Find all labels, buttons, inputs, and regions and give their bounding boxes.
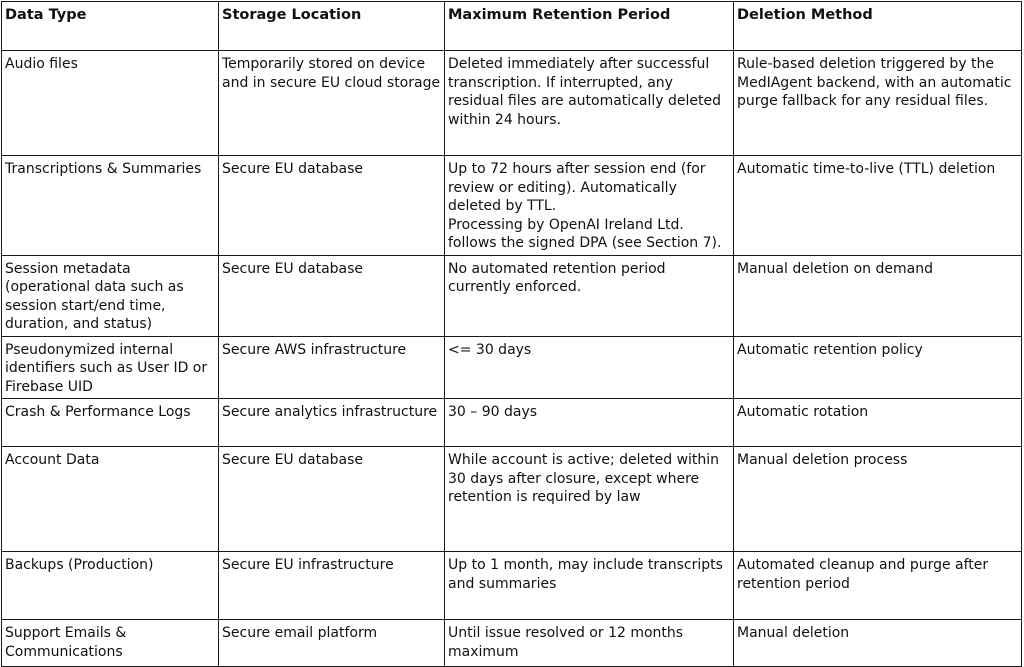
cell-storage-location: Secure EU database: [219, 447, 445, 552]
cell-data-type: Session metadata (operational data such as session start/end time, duration, and status): [2, 255, 219, 336]
table-row: [2, 620, 1022, 667]
cell-deletion-method: Automatic retention policy: [734, 336, 1022, 399]
table-row: [2, 336, 1022, 399]
cell-deletion-method: Automated cleanup and purge after retention period: [734, 552, 1022, 620]
cell-storage-location: Secure AWS infrastructure: [219, 336, 445, 399]
table-row: [2, 447, 1022, 552]
cell-deletion-method: Manual deletion: [734, 620, 1022, 667]
cell-retention-period: While account is active; deleted within 30 days after closure, except where retention is required by law: [445, 447, 734, 552]
cell-deletion-method: Manual deletion process: [734, 447, 1022, 552]
cell-storage-location: Secure EU infrastructure: [219, 552, 445, 620]
cell-retention-period: Until issue resolved or 12 months maximum: [445, 620, 734, 667]
cell-deletion-method: Automatic time-to-live (TTL) deletion: [734, 156, 1022, 256]
header-data-type: Data Type: [2, 2, 219, 51]
table-row: [2, 51, 1022, 156]
header-maximum-retention-period: Maximum Retention Period: [445, 2, 734, 51]
cell-deletion-method: Automatic rotation: [734, 399, 1022, 447]
cell-retention-period: Up to 72 hours after session end (for review or editing). Automatically deleted by TTL. Processing by OpenAI Ireland Ltd. follows the signed DPA (see Section 7).: [445, 156, 734, 256]
cell-data-type: Audio files: [2, 51, 219, 156]
cell-retention-period: <= 30 days: [445, 336, 734, 399]
table-row: [2, 255, 1022, 336]
cell-retention-period: Up to 1 month, may include transcripts and summaries: [445, 552, 734, 620]
cell-data-type: Support Emails & Communications: [2, 620, 219, 667]
cell-storage-location: Secure email platform: [219, 620, 445, 667]
header-storage-location: Storage Location: [219, 2, 445, 51]
cell-storage-location: Secure EU database: [219, 255, 445, 336]
data-retention-table: [1, 1, 1022, 667]
header-deletion-method: Deletion Method: [734, 2, 1022, 51]
header-row: [2, 2, 1022, 51]
cell-data-type: Pseudonymized internal identifiers such as User ID or Firebase UID: [2, 336, 219, 399]
table-row: [2, 399, 1022, 447]
cell-retention-period: 30 – 90 days: [445, 399, 734, 447]
table-row: [2, 552, 1022, 620]
table-row: [2, 156, 1022, 256]
cell-retention-period: Deleted immediately after successful transcription. If interrupted, any residual files are automatically deleted within 24 hours.: [445, 51, 734, 156]
cell-deletion-method: Rule-based deletion triggered by the MedIAgent backend, with an automatic purge fallback for any residual files.: [734, 51, 1022, 156]
cell-data-type: Backups (Production): [2, 552, 219, 620]
cell-storage-location: Secure EU database: [219, 156, 445, 256]
cell-data-type: Transcriptions & Summaries: [2, 156, 219, 256]
cell-retention-period: No automated retention period currently enforced.: [445, 255, 734, 336]
cell-storage-location: Secure analytics infrastructure: [219, 399, 445, 447]
cell-storage-location: Temporarily stored on device and in secure EU cloud storage: [219, 51, 445, 156]
cell-deletion-method: Manual deletion on demand: [734, 255, 1022, 336]
cell-data-type: Account Data: [2, 447, 219, 552]
cell-data-type: Crash & Performance Logs: [2, 399, 219, 447]
